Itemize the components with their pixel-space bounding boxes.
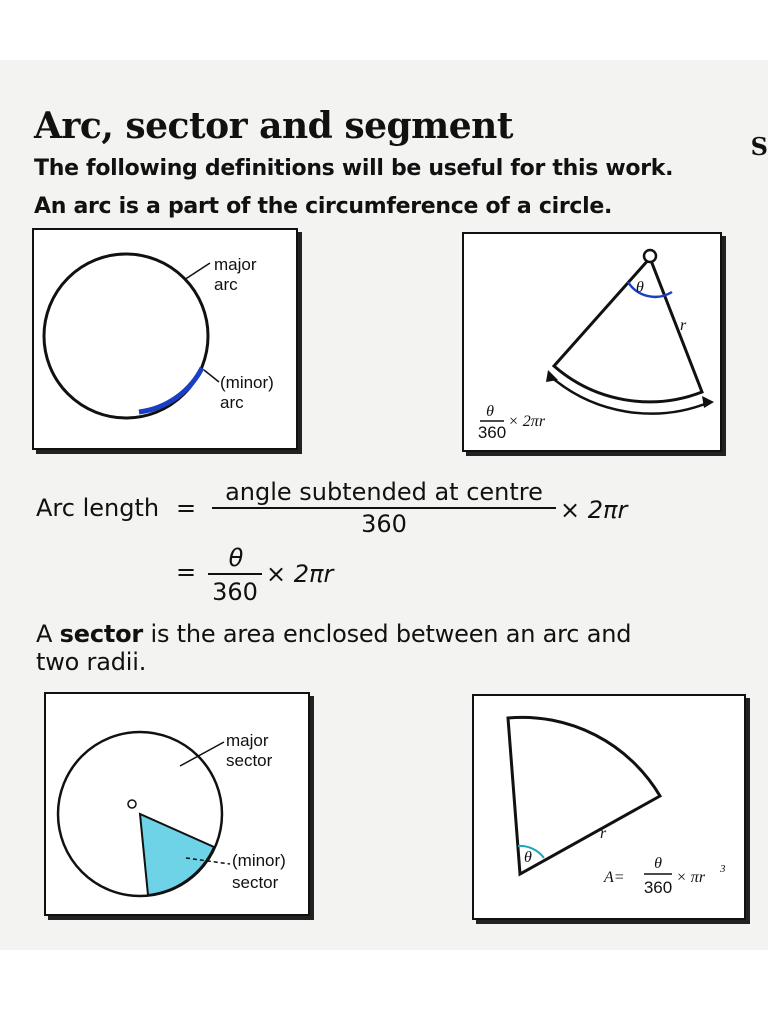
- arc-length-lhs: Arc length: [36, 494, 160, 522]
- angle-arc: [628, 282, 672, 297]
- sector-radius-label: r: [600, 825, 607, 842]
- area-fraction-denominator: 360: [643, 878, 673, 897]
- figure-arc-length-sector: [462, 232, 722, 452]
- figure-major-minor-arc: [32, 228, 298, 450]
- minor-sector-label-2: sector: [232, 873, 279, 892]
- major-sector-label-2: sector: [226, 751, 273, 770]
- theta-numerator: θ: [228, 544, 244, 572]
- minor-arc-label-1: (minor): [220, 373, 274, 392]
- minor-arc-pointer: [204, 370, 219, 382]
- side-margin-letter: S: [750, 132, 768, 161]
- formula-denominator: 360: [361, 510, 407, 538]
- sector-centre-point: [128, 800, 136, 808]
- arrow-head-left: [546, 370, 558, 382]
- minor-sector-fill: [140, 814, 214, 895]
- major-arc-label-1: major: [214, 255, 257, 274]
- arc-term: arc: [73, 194, 112, 219]
- equals-sign-2: =: [176, 558, 197, 586]
- centre-point: [644, 250, 656, 262]
- formula-numerator: angle subtended at centre: [225, 478, 543, 506]
- major-arc-pointer: [184, 263, 210, 280]
- arc-definition-prefix: An: [34, 194, 74, 219]
- area-fraction-tail: × πr: [676, 869, 706, 886]
- sector-definition-line-2: two radii.: [36, 648, 147, 676]
- radius-label: r: [680, 317, 687, 334]
- sector-definition-rest: is the area enclosed between an arc and: [143, 620, 632, 648]
- area-fraction-numerator: θ: [654, 855, 662, 872]
- major-arc-label-2: arc: [214, 275, 238, 294]
- theta-denominator: 360: [212, 578, 258, 606]
- sector-definition-line-1: [36, 620, 631, 648]
- angle-theta: θ: [636, 279, 644, 296]
- fraction-numerator: θ: [486, 403, 494, 420]
- arc-definition: [34, 194, 612, 219]
- intro-line: The following definitions will be useful for this work.: [34, 156, 674, 181]
- sector-definition-prefix: A: [36, 620, 60, 648]
- fraction-tail: × 2πr: [508, 413, 546, 430]
- major-sector-label-1: major: [226, 731, 269, 750]
- theta-tail: × 2πr: [266, 560, 334, 588]
- arc-definition-rest: is a part of the circumference of a circle.: [111, 194, 613, 219]
- equals-sign-1: =: [176, 494, 197, 522]
- fraction-denominator: 360: [477, 423, 507, 442]
- figure-major-minor-sector: [44, 692, 310, 916]
- area-lhs: A=: [604, 869, 625, 886]
- page-title: Arc, sector and segment: [34, 105, 513, 147]
- area-exponent: 3: [720, 863, 726, 875]
- figure-sector-area: [472, 694, 746, 920]
- formula-tail: × 2πr: [560, 496, 628, 524]
- minor-sector-label-1: (minor): [232, 851, 286, 870]
- arc-length-formula: [30, 470, 670, 610]
- sector-angle-theta: θ: [524, 849, 532, 866]
- sector-term: sector: [59, 620, 144, 648]
- minor-arc-label-2: arc: [220, 393, 244, 412]
- arrow-head-right: [702, 396, 714, 408]
